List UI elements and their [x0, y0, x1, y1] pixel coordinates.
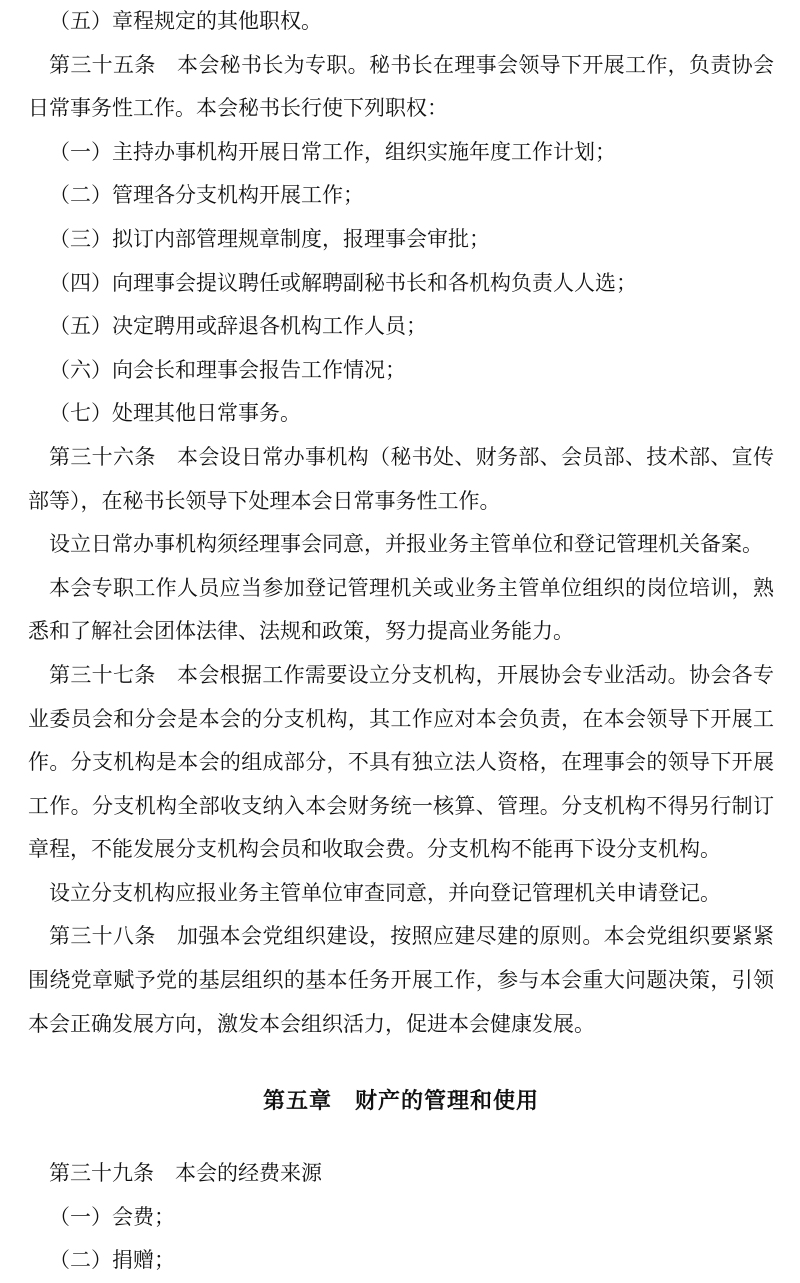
article-39: 第三十九条 本会的经费来源: [49, 1161, 322, 1186]
list-item: （七）处理其他日常事务。: [49, 401, 301, 426]
paragraph: 设立日常办事机构须经理事会同意，并报业务主管单位和登记管理机关备案。: [49, 532, 763, 557]
list-item: （二）捐赠；: [49, 1248, 175, 1273]
list-item: （五）决定聘用或辞退各机构工作人员；: [49, 314, 427, 339]
list-item: （四）向理事会提议聘任或解聘副秘书长和各机构负责人人选；: [49, 270, 637, 295]
paragraph: 设立分支机构应报业务主管单位审查同意，并向登记管理机关申请登记。: [49, 880, 721, 905]
article-36: 第三十六条 本会设日常办事机构（秘书处、财务部、会员部、技术部、宣传部等），在秘书长领导下处理本会日常事务性工作。: [28, 444, 774, 513]
article-38: 第三十八条 加强本会党组织建设，按照应建尽建的原则。本会党组织要紧紧围绕党章赋予党的基层组织的基本任务开展工作，参与本会重大问题决策，引领本会正确发展方向，激发本会组织活力，促进本会健康发展。: [28, 924, 774, 1036]
article-35: 第三十五条 本会秘书长为专职。秘书长在理事会领导下开展工作，负责协会日常事务性工作。本会秘书长行使下列职权：: [28, 52, 774, 121]
list-item: （六）向会长和理事会报告工作情况；: [49, 357, 406, 382]
article-37: 第三十七条 本会根据工作需要设立分支机构，开展协会专业活动。协会各专业委员会和分会是本会的分支机构，其工作应对本会负责，在本会领导下开展工作。分支机构是本会的组成部分，不具有独立法人资格，在理事会的领导下开展工作。分支机构全部收支纳入本会财务统一核算、管理。分支机构不得另行制订章程，不能发展分支机构会员和收取会费。分支机构不能再下设分支机构。: [28, 662, 774, 862]
list-item: （一）主持办事机构开展日常工作，组织实施年度工作计划；: [49, 139, 616, 164]
list-item: （一）会费；: [49, 1204, 175, 1229]
paragraph: 本会专职工作人员应当参加登记管理机关或业务主管单位组织的岗位培训，熟悉和了解社会团体法律、法规和政策，努力提高业务能力。: [28, 575, 774, 644]
list-item: （三）拟订内部管理规章制度，报理事会审批；: [49, 226, 490, 251]
chapter-heading: 第五章 财产的管理和使用: [262, 1089, 539, 1115]
list-item: （二）管理各分支机构开展工作；: [49, 183, 364, 208]
paragraph: （五）章程规定的其他职权。: [49, 9, 322, 33]
